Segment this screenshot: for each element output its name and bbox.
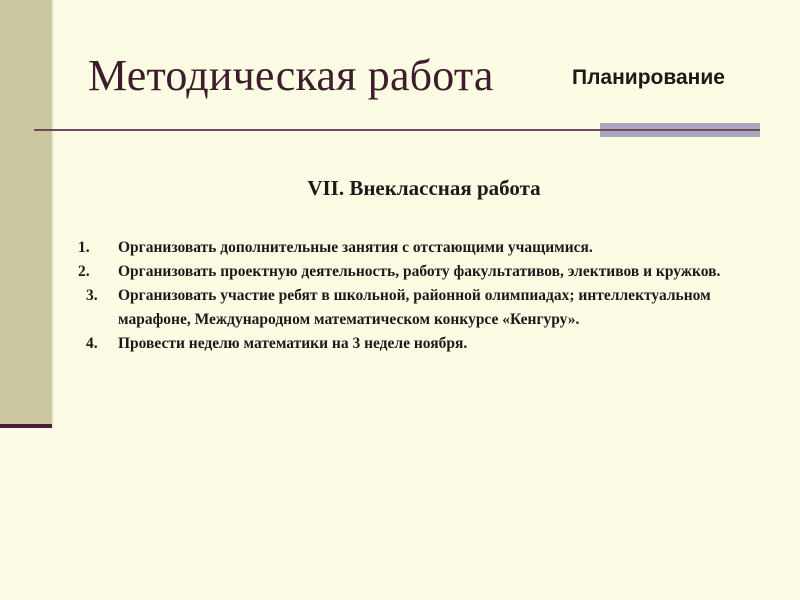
task-item xyxy=(78,236,768,260)
task-item xyxy=(78,332,768,356)
task-text: Организовать дополнительные занятия с отстающими учащимися. xyxy=(118,239,593,256)
task-number: 2. xyxy=(78,263,90,280)
task-text: Организовать участие ребят в школьной, районной олимпиадах; интеллектуальном марафоне, Международном математическом конкурсе «Кенгуру». xyxy=(118,287,711,328)
slide-title: Методическая работа xyxy=(88,51,494,100)
task-number: 3. xyxy=(86,287,98,304)
task-number: 4. xyxy=(86,335,98,352)
task-text: Провести неделю математики на 3 неделе ноября. xyxy=(118,335,468,352)
task-item xyxy=(78,284,768,332)
task-list xyxy=(78,236,768,356)
task-text: Организовать проектную деятельность, работу факультативов, элективов и кружков. xyxy=(118,263,721,280)
section-heading: VII. Внеклассная работа xyxy=(307,176,541,200)
side-decor-bar-edge xyxy=(52,0,54,428)
side-decor-bar-foot xyxy=(0,424,52,428)
task-number: 1. xyxy=(78,239,90,256)
slide-subtitle: Планирование xyxy=(572,66,725,89)
title-rule-accent-line xyxy=(600,129,760,131)
task-item xyxy=(78,260,768,284)
side-decor-bar xyxy=(0,0,52,428)
